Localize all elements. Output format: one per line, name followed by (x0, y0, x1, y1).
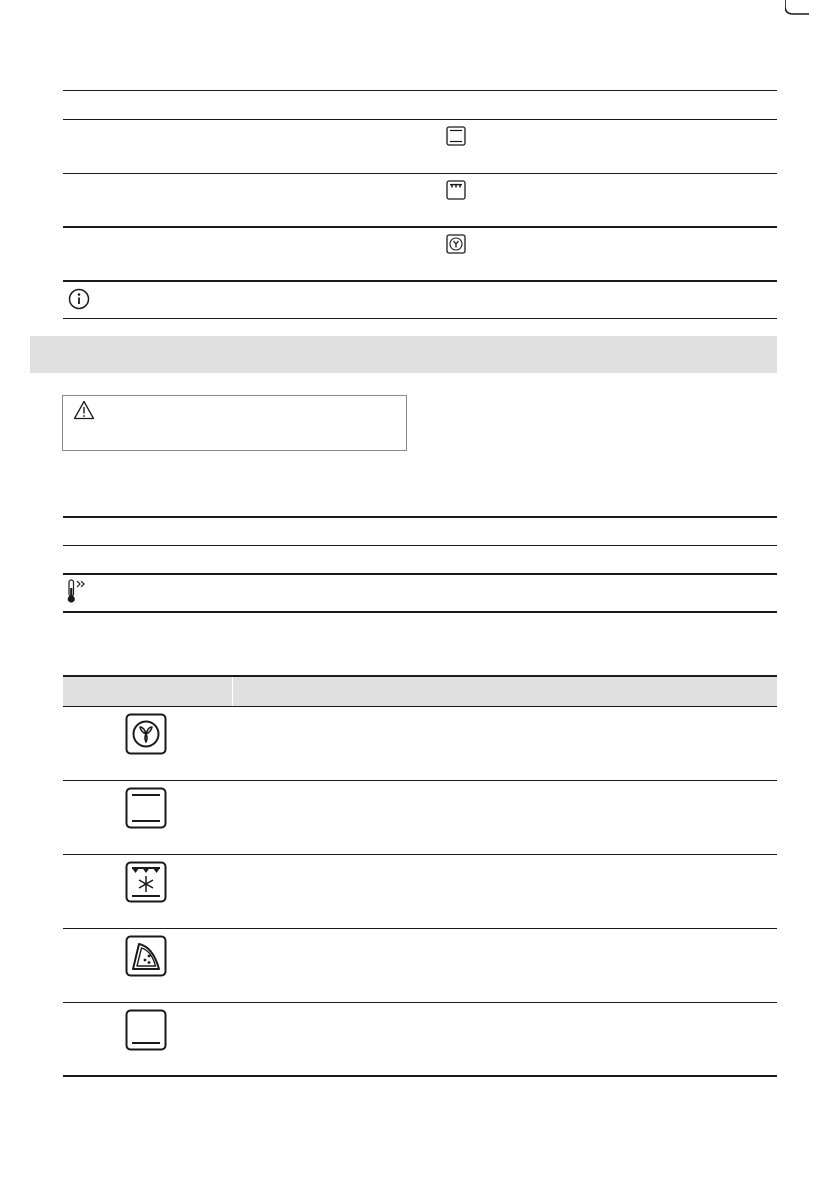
functions-table-header (63, 677, 777, 706)
warning-box (62, 395, 407, 451)
functions-table-header-rule (63, 706, 777, 707)
table-1-bottom-rule (63, 318, 777, 319)
frozen-foods-icon (125, 861, 167, 903)
row-divider (63, 280, 777, 282)
fast-heat-up-icon (66, 578, 92, 606)
pizza-function-icon (125, 935, 167, 977)
table-2-top-rule (63, 516, 777, 518)
fan-icon (446, 234, 466, 254)
true-fan-cooking-icon (125, 713, 167, 755)
row-divider (63, 226, 777, 228)
row-divider (63, 928, 777, 929)
table-1-header-rule (63, 119, 777, 120)
header-column-divider (232, 677, 233, 706)
table-2-bottom-rule (63, 611, 777, 613)
row-divider (63, 173, 777, 174)
info-icon (68, 288, 90, 310)
warning-triangle-icon (73, 400, 95, 420)
row-divider (63, 545, 777, 546)
functions-table-bottom-rule (63, 1075, 777, 1077)
crop-mark-icon (785, 0, 809, 28)
conventional-cooking-icon (125, 787, 167, 829)
row-divider (63, 573, 777, 575)
bottom-heat-icon (125, 1009, 167, 1051)
row-divider (63, 780, 777, 781)
section-heading-band (30, 336, 777, 373)
table-1-top-rule (63, 90, 777, 91)
row-divider (63, 1002, 777, 1003)
row-divider (63, 854, 777, 855)
top-bottom-heat-icon (446, 126, 466, 146)
top-heat-icon (446, 180, 466, 200)
